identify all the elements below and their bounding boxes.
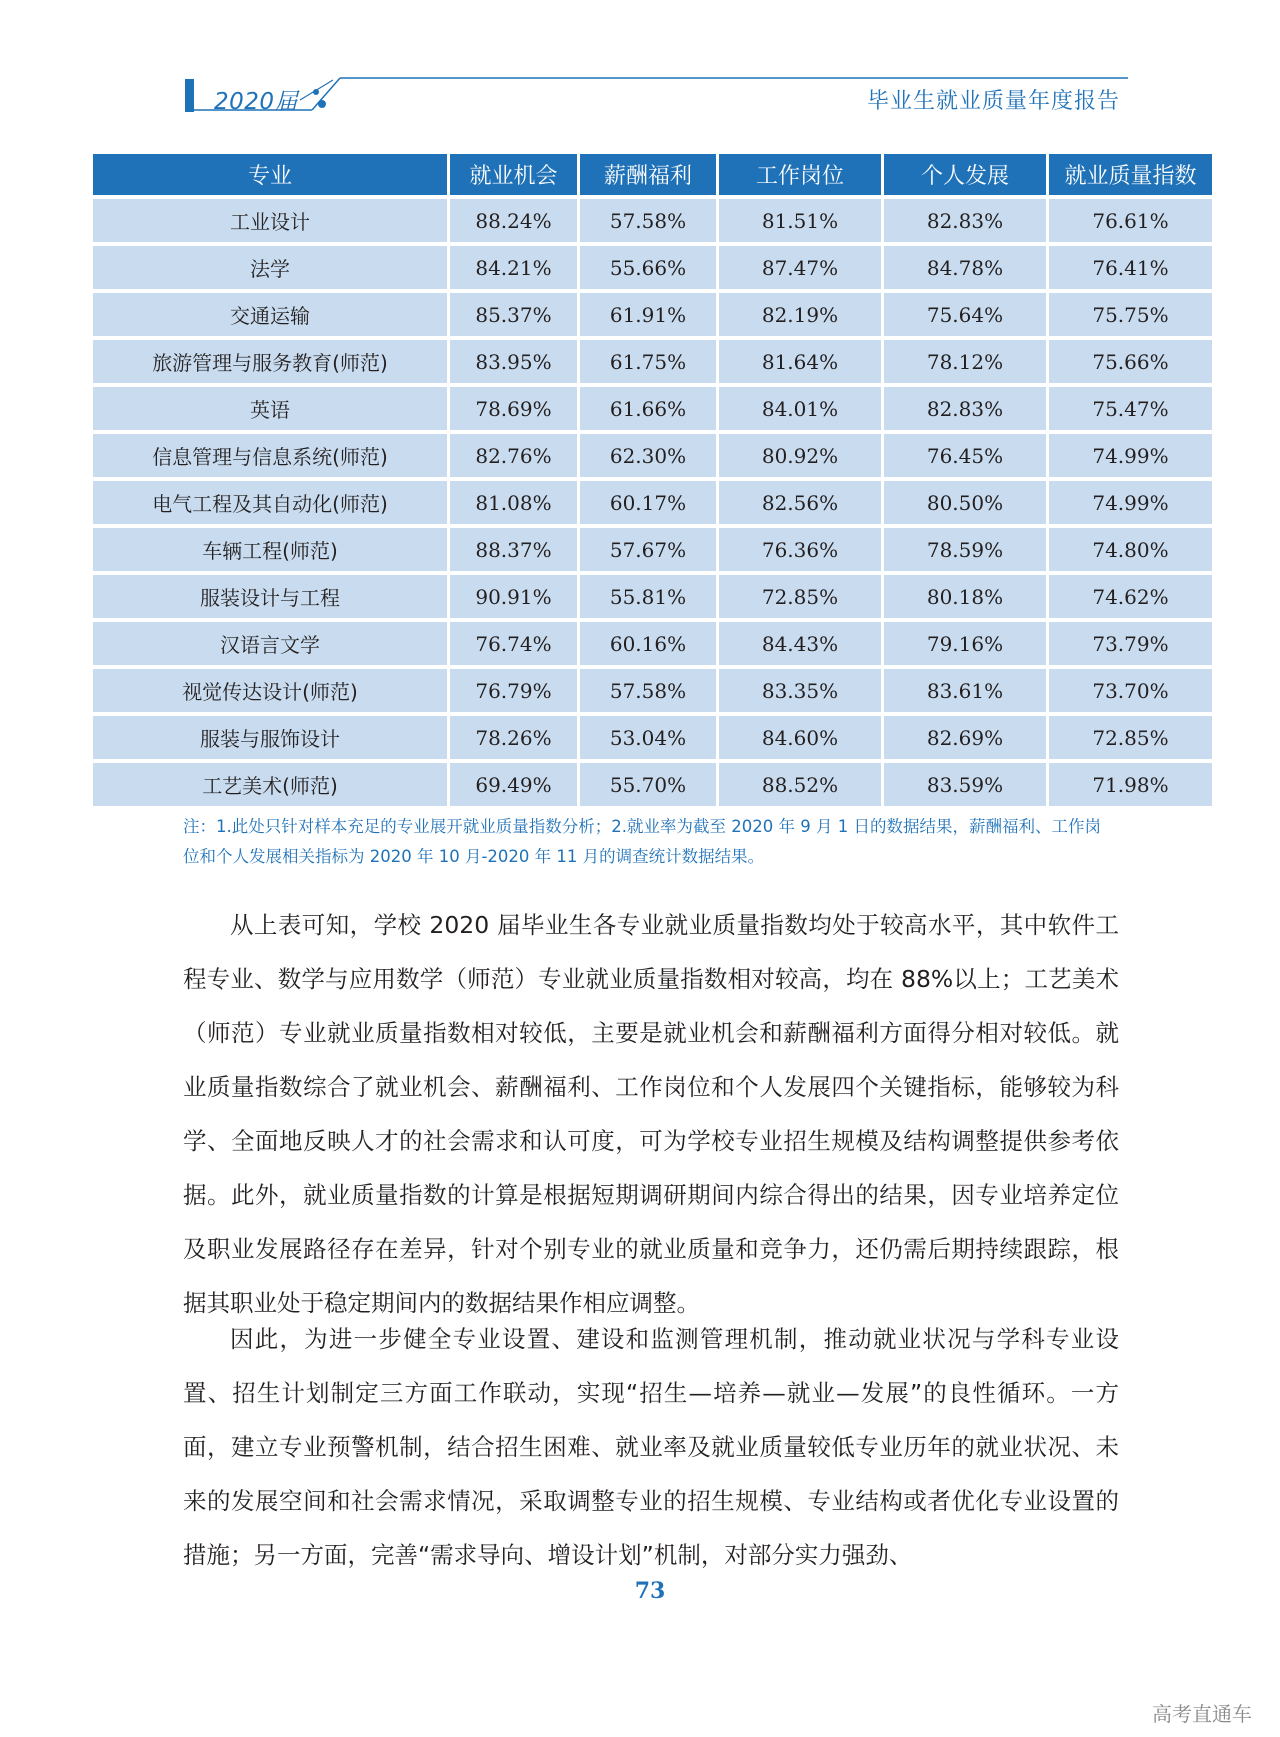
value-cell: 76.79%	[450, 669, 577, 712]
value-cell: 82.69%	[884, 716, 1046, 759]
value-cell: 83.59%	[884, 763, 1046, 806]
value-cell: 76.36%	[719, 528, 881, 571]
value-cell: 61.66%	[580, 387, 716, 430]
major-name-cell: 工业设计	[93, 199, 447, 242]
value-cell: 78.12%	[884, 340, 1046, 383]
value-cell: 75.47%	[1049, 387, 1212, 430]
header-cell-index: 就业质量指数	[1049, 154, 1212, 195]
page-number: 73	[634, 1578, 666, 1604]
value-cell: 76.74%	[450, 622, 577, 665]
value-cell: 88.37%	[450, 528, 577, 571]
header-dot-1	[318, 100, 326, 108]
value-cell: 81.08%	[450, 481, 577, 524]
table-row	[93, 387, 1212, 430]
value-cell: 83.61%	[884, 669, 1046, 712]
value-cell: 84.21%	[450, 246, 577, 289]
table-row	[93, 575, 1212, 618]
value-cell: 60.16%	[580, 622, 716, 665]
value-cell: 74.99%	[1049, 481, 1212, 524]
body-paragraph-1: 从上表可知，学校 2020 届毕业生各专业就业质量指数均处于较高水平，其中软件工程专业、数学与应用数学（师范）专业就业质量指数相对较高，均在 88%以上；工艺美术（师范）专业就业质量指数相对较低，主要是就业机会和薪酬福利方面得分相对较低。就业质量指数综合了就业机会、薪酬福利、工作岗位和个人发展四个关键指标，能够较为科学、全面地反映人才的社会需求和认可度，可为学校专业招生规模及结构调整提供参考依据。此外，就业质量指数的计算是根据短期调研期间内综合得出的结果，因专业培养定位及职业发展路径存在差异，针对个别专业的就业质量和竞争力，还仍需后期持续跟踪，根据其职业处于稳定期间内的数据结果作相应调整。	[183, 911, 1119, 1317]
major-name-cell: 法学	[93, 246, 447, 289]
value-cell: 57.58%	[580, 199, 716, 242]
value-cell: 81.64%	[719, 340, 881, 383]
value-cell: 75.75%	[1049, 293, 1212, 336]
value-cell: 55.66%	[580, 246, 716, 289]
value-cell: 84.43%	[719, 622, 881, 665]
value-cell: 72.85%	[1049, 716, 1212, 759]
value-cell: 75.64%	[884, 293, 1046, 336]
value-cell: 78.26%	[450, 716, 577, 759]
page-header	[0, 0, 1280, 125]
value-cell: 73.79%	[1049, 622, 1212, 665]
value-cell: 74.62%	[1049, 575, 1212, 618]
value-cell: 84.01%	[719, 387, 881, 430]
value-cell: 72.85%	[719, 575, 881, 618]
major-name-cell: 服装设计与工程	[93, 575, 447, 618]
major-name-cell: 视觉传达设计(师范)	[93, 669, 447, 712]
table-header-row	[93, 154, 1212, 195]
value-cell: 76.41%	[1049, 246, 1212, 289]
watermark: 高考直通车	[1152, 1702, 1252, 1726]
value-cell: 55.70%	[580, 763, 716, 806]
major-name-cell: 旅游管理与服务教育(师范)	[93, 340, 447, 383]
table-row	[93, 246, 1212, 289]
major-name-cell: 工艺美术(师范)	[93, 763, 447, 806]
value-cell: 82.56%	[719, 481, 881, 524]
value-cell: 75.66%	[1049, 340, 1212, 383]
value-cell: 74.80%	[1049, 528, 1212, 571]
value-cell: 78.59%	[884, 528, 1046, 571]
table-row	[93, 293, 1212, 336]
body-paragraph-2: 因此，为进一步健全专业设置、建设和监测管理机制，推动就业状况与学科专业设置、招生计划制定三方面工作联动，实现“招生—培养—就业—发展”的良性循环。一方面，建立专业预警机制，结合招生困难、就业率及就业质量较低专业历年的就业状况、未来的发展空间和社会需求情况，采取调整专业的招生规模、专业结构或者优化专业设置的措施；另一方面，完善“需求导向、增设计划”机制，对部分实力强劲、	[183, 1325, 1119, 1569]
header-cell-development: 个人发展	[884, 154, 1046, 195]
major-name-cell: 汉语言文学	[93, 622, 447, 665]
value-cell: 57.58%	[580, 669, 716, 712]
table-row	[93, 199, 1212, 242]
value-cell: 79.16%	[884, 622, 1046, 665]
value-cell: 80.18%	[884, 575, 1046, 618]
header-cell-salary: 薪酬福利	[580, 154, 716, 195]
table-row	[93, 434, 1212, 477]
header-dot-2	[313, 89, 319, 95]
header-cell-opportunity: 就业机会	[450, 154, 577, 195]
table-row	[93, 528, 1212, 571]
table-row	[93, 340, 1212, 383]
value-cell: 90.91%	[450, 575, 577, 618]
value-cell: 82.83%	[884, 199, 1046, 242]
value-cell: 60.17%	[580, 481, 716, 524]
value-cell: 61.91%	[580, 293, 716, 336]
header-year: 2020届	[214, 89, 299, 115]
header-cell-position: 工作岗位	[719, 154, 881, 195]
major-name-cell: 信息管理与信息系统(师范)	[93, 434, 447, 477]
major-name-cell: 服装与服饰设计	[93, 716, 447, 759]
table-row	[93, 716, 1212, 759]
value-cell: 85.37%	[450, 293, 577, 336]
value-cell: 82.19%	[719, 293, 881, 336]
value-cell: 80.92%	[719, 434, 881, 477]
value-cell: 69.49%	[450, 763, 577, 806]
value-cell: 73.70%	[1049, 669, 1212, 712]
value-cell: 76.61%	[1049, 199, 1212, 242]
value-cell: 87.47%	[719, 246, 881, 289]
value-cell: 78.69%	[450, 387, 577, 430]
major-name-cell: 车辆工程(师范)	[93, 528, 447, 571]
table-row	[93, 669, 1212, 712]
table-row	[93, 622, 1212, 665]
value-cell: 83.35%	[719, 669, 881, 712]
table-row	[93, 481, 1212, 524]
value-cell: 53.04%	[580, 716, 716, 759]
value-cell: 80.50%	[884, 481, 1046, 524]
value-cell: 71.98%	[1049, 763, 1212, 806]
header-cell-major: 专业	[93, 154, 447, 195]
value-cell: 62.30%	[580, 434, 716, 477]
value-cell: 83.95%	[450, 340, 577, 383]
value-cell: 74.99%	[1049, 434, 1212, 477]
value-cell: 84.78%	[884, 246, 1046, 289]
major-name-cell: 电气工程及其自动化(师范)	[93, 481, 447, 524]
quality-index-table	[90, 150, 1215, 810]
header-title: 毕业生就业质量年度报告	[866, 89, 1120, 114]
value-cell: 76.45%	[884, 434, 1046, 477]
table-note: 注：1.此处只针对样本充足的专业展开就业质量指数分析；2.就业率为截至 2020 年 9 月 1 日的数据结果，薪酬福利、工作岗位和个人发展相关指标为 2020 年 10 月-2020 年 11 月的调查统计数据结果。	[183, 817, 1101, 866]
value-cell: 55.81%	[580, 575, 716, 618]
table-row	[93, 763, 1212, 806]
value-cell: 82.76%	[450, 434, 577, 477]
value-cell: 81.51%	[719, 199, 881, 242]
value-cell: 88.52%	[719, 763, 881, 806]
major-name-cell: 交通运输	[93, 293, 447, 336]
value-cell: 82.83%	[884, 387, 1046, 430]
value-cell: 57.67%	[580, 528, 716, 571]
value-cell: 84.60%	[719, 716, 881, 759]
major-name-cell: 英语	[93, 387, 447, 430]
value-cell: 88.24%	[450, 199, 577, 242]
value-cell: 61.75%	[580, 340, 716, 383]
